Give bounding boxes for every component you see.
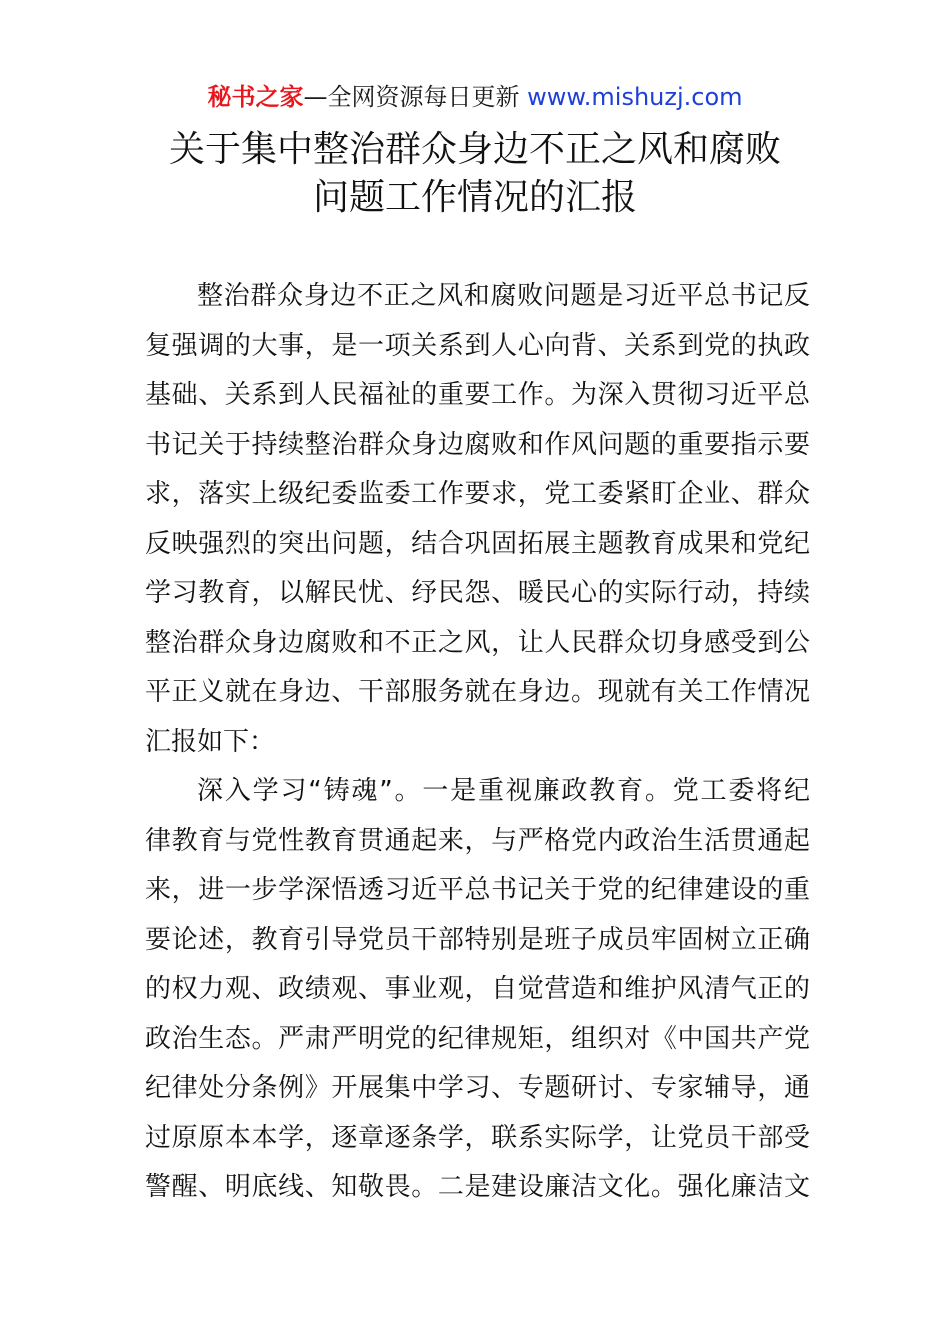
body-line: 过原原本本学，逐章逐条学，联系实际学，让党员干部受 [145, 1122, 810, 1153]
body-line: 求，落实上级纪委监委工作要求，党工委紧盯企业、群众 [145, 479, 810, 509]
body-line: 汇报如下： [145, 726, 276, 757]
title-line-1: 关于集中整治群众身边不正之风和腐败 [168, 129, 781, 170]
body-line: 警醒、明底线、知敬畏。二是建设廉洁文化。强化廉洁文 [145, 1172, 810, 1202]
body-line: 基础、关系到人民福祉的重要工作。为深入贯彻习近平总 [145, 380, 810, 410]
body-line: 整治群众身边腐败和不正之风，让人民群众切身感受到公 [145, 627, 810, 658]
body-line: 政治生态。严肃严明党的纪律规矩，组织对《中国共产党 [145, 1023, 810, 1054]
body-line: 反映强烈的突出问题，结合巩固拓展主题教育成果和党纪 [145, 528, 810, 559]
body-line: 要论述，教育引导党员干部特别是班子成员牢固树立正确 [145, 924, 810, 955]
document-body [145, 272, 810, 1213]
body-line: 的权力观、政绩观、事业观，自觉营造和维护风清气正的 [145, 974, 810, 1004]
body-line: 深入学习“铸魂”。一是重视廉政教育。党工委将纪 [197, 776, 810, 806]
body-line: 纪律处分条例》开展集中学习、专题研讨、专家辅导，通 [145, 1073, 810, 1103]
site-url-link[interactable]: www.mishuzj.com [527, 83, 743, 111]
body-line: 书记关于持续整治群众身边腐败和作风问题的重要指示要 [145, 429, 810, 460]
body-line: 复强调的大事，是一项关系到人心向背、关系到党的执政 [145, 330, 810, 361]
body-line: 学习教育，以解民忧、纾民怨、暖民心的实际行动，持续 [145, 578, 810, 608]
body-line: 平正义就在身边、干部服务就在身边。现就有关工作情况 [145, 677, 810, 707]
body-line: 律教育与党性教育贯通起来，与严格党内政治生活贯通起 [145, 825, 810, 856]
document-title [0, 126, 950, 222]
body-line: 来，进一步学深悟透习近平总书记关于党的纪律建设的重 [145, 875, 810, 905]
site-banner [0, 80, 950, 114]
banner-slogan: —全网资源每日更新 [303, 83, 528, 111]
brand-name: 秘书之家 [207, 83, 304, 111]
title-line-2: 问题工作情况的汇报 [312, 177, 637, 218]
body-line: 整治群众身边不正之风和腐败问题是习近平总书记反 [197, 281, 810, 311]
